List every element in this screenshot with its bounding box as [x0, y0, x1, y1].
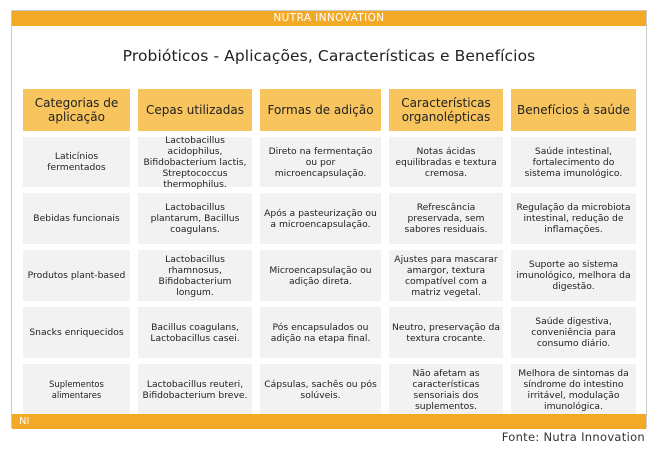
table-cell-category: Bebidas funcionais: [23, 193, 130, 244]
table-cell-addition: Cápsulas, sachês ou pós solúveis.: [260, 364, 381, 415]
table-cell-organoleptic: Ajustes para mascarar amargor, textura compatível com a matriz vegetal.: [389, 250, 503, 301]
page-title: Probióticos - Aplicações, Características e Benefícios: [122, 47, 536, 65]
table-cell-addition: Após a pasteurização ou a microencapsulação.: [260, 193, 381, 244]
table-cell-strains: Lactobacillus plantarum, Bacillus coagulans.: [138, 193, 252, 244]
footer-bar: [12, 414, 646, 429]
column-header-addition-forms: Formas de adição: [260, 89, 381, 131]
column-header-health-benefits: Benefícios à saúde: [511, 89, 636, 131]
table-cell-benefits: Saúde digestiva, conveniência para consumo diário.: [511, 307, 636, 358]
table-cell-strains: Lactobacillus reuteri, Bifidobacterium breve.: [138, 364, 252, 415]
table-cell-category: Produtos plant-based: [23, 250, 130, 301]
table-cell-strains: Bacillus coagulans, Lactobacillus casei.: [138, 307, 252, 358]
table-cell-organoleptic: Neutro, preservação da textura crocante.: [389, 307, 503, 358]
column-header-categories: Categorias de aplicação: [23, 89, 130, 131]
infographic-card: [11, 10, 647, 428]
table-cell-benefits: Suporte ao sistema imunológico, melhora da digestão.: [511, 250, 636, 301]
table-cell-strains: Lactobacillus acidophilus, Bifidobacterium lactis, Streptococcus thermophilus.: [138, 137, 252, 187]
table-cell-benefits: Regulação da microbiota intestinal, redução de inflamações.: [511, 193, 636, 244]
brand-bar: [12, 11, 646, 26]
table-cell-addition: Direto na fermentação ou por microencapsulação.: [260, 137, 381, 187]
column-header-organoleptic: Características organolépticas: [389, 89, 503, 131]
table-cell-organoleptic: Refrescância preservada, sem sabores residuais.: [389, 193, 503, 244]
table-cell-organoleptic: Não afetam as características sensoriais dos suplementos.: [389, 364, 503, 415]
table-cell-strains: Lactobacillus rhamnosus, Bifidobacterium longum.: [138, 250, 252, 301]
brand-name: NUTRA INNOVATION: [273, 12, 385, 24]
table-cell-benefits: Melhora de sintomas da síndrome do intestino irritável, modulação imunológica.: [511, 364, 636, 415]
table-cell-category: Snacks enriquecidos: [23, 307, 130, 358]
probiotics-table: [23, 89, 635, 415]
footer-logo: NI: [19, 416, 30, 427]
table-cell-addition: Pós encapsulados ou adição na etapa final.: [260, 307, 381, 358]
table-cell-organoleptic: Notas ácidas equilibradas e textura cremosa.: [389, 137, 503, 187]
table-cell-category: Laticínios fermentados: [23, 137, 130, 187]
source-caption: Fonte: Nutra Innovation: [501, 430, 645, 444]
table-cell-addition: Microencapsulação ou adição direta.: [260, 250, 381, 301]
table-cell-category: Suplementos alimentares: [23, 364, 130, 415]
table-cell-benefits: Saúde intestinal, fortalecimento do sistema imunológico.: [511, 137, 636, 187]
column-header-strains: Cepas utilizadas: [138, 89, 252, 131]
